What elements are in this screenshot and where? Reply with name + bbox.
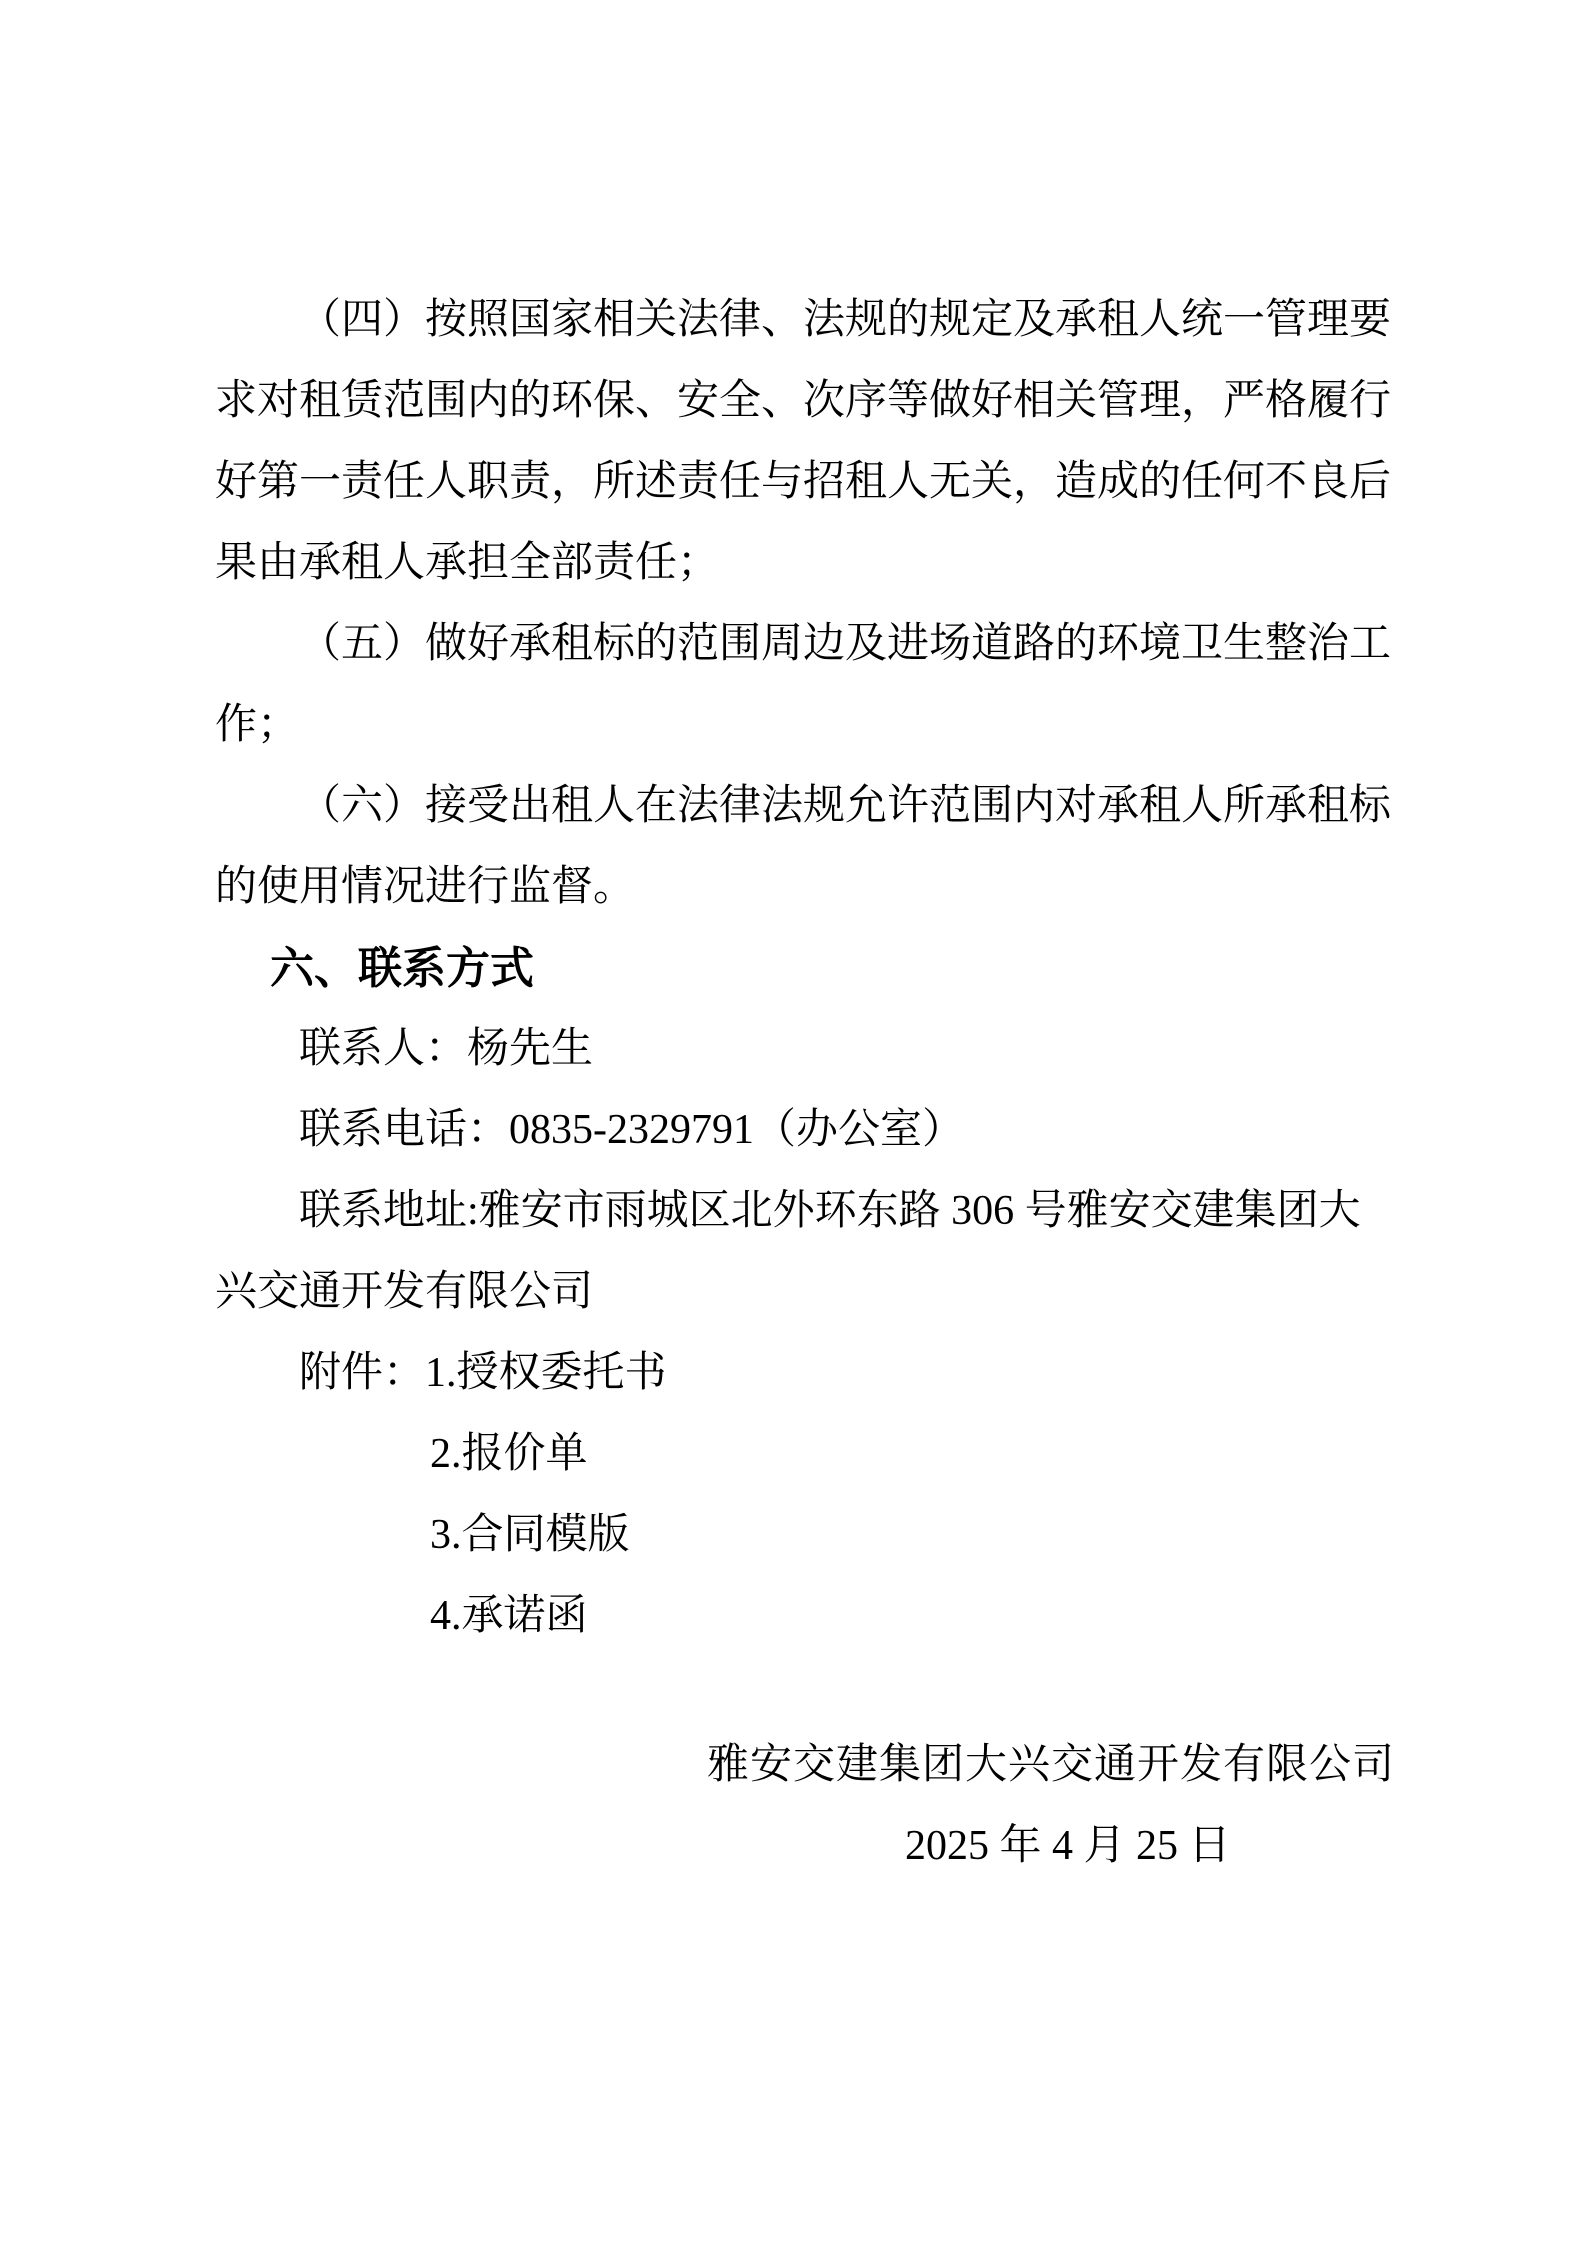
signature-date: 2025 年 4 月 25 日 (905, 1823, 1231, 1869)
paragraph-5-line: 作； (215, 702, 300, 748)
paragraph-4-line: 求对租赁范围内的环保、安全、次序等做好相关管理，严格履行 (215, 378, 1392, 424)
body-lines (215, 280, 1391, 1657)
attachment-item: 3.合同模版 (430, 1512, 630, 1558)
section-heading-contact: 六、联系方式 (270, 944, 534, 993)
contact-address-line: 兴交通开发有限公司 (215, 1269, 594, 1315)
paragraph-4-line: （四）按照国家相关法律、法规的规定及承租人统一管理要 (299, 297, 1392, 343)
contact-phone-line: 联系电话：0835-2329791（办公室） (299, 1107, 964, 1153)
signature-block (215, 1725, 1396, 1887)
paragraph-6-line: （六）接受出租人在法律法规允许范围内对承租人所承租标 (299, 783, 1392, 829)
attachment-item: 2.报价单 (430, 1431, 588, 1477)
paragraph-4-line: 好第一责任人职责，所述责任与招租人无关，造成的任何不良后 (215, 459, 1392, 505)
contact-address-line: 联系地址:雅安市雨城区北外环东路 306 号雅安交建集团大 (299, 1188, 1361, 1234)
paragraph-4-line: 果由承租人承担全部责任； (215, 540, 720, 586)
paragraph-5-line: （五）做好承租标的范围周边及进场道路的环境卫生整治工 (299, 621, 1392, 667)
signature-company: 雅安交建集团大兴交通开发有限公司 (707, 1742, 1396, 1788)
document-body (215, 280, 1396, 1887)
attachment-item: 4.承诺函 (430, 1593, 588, 1639)
contact-person-line: 联系人：杨先生 (299, 1026, 594, 1072)
attachment-item: 附件：1.授权委托书 (299, 1350, 667, 1396)
paragraph-6-line: 的使用情况进行监督。 (215, 864, 636, 910)
